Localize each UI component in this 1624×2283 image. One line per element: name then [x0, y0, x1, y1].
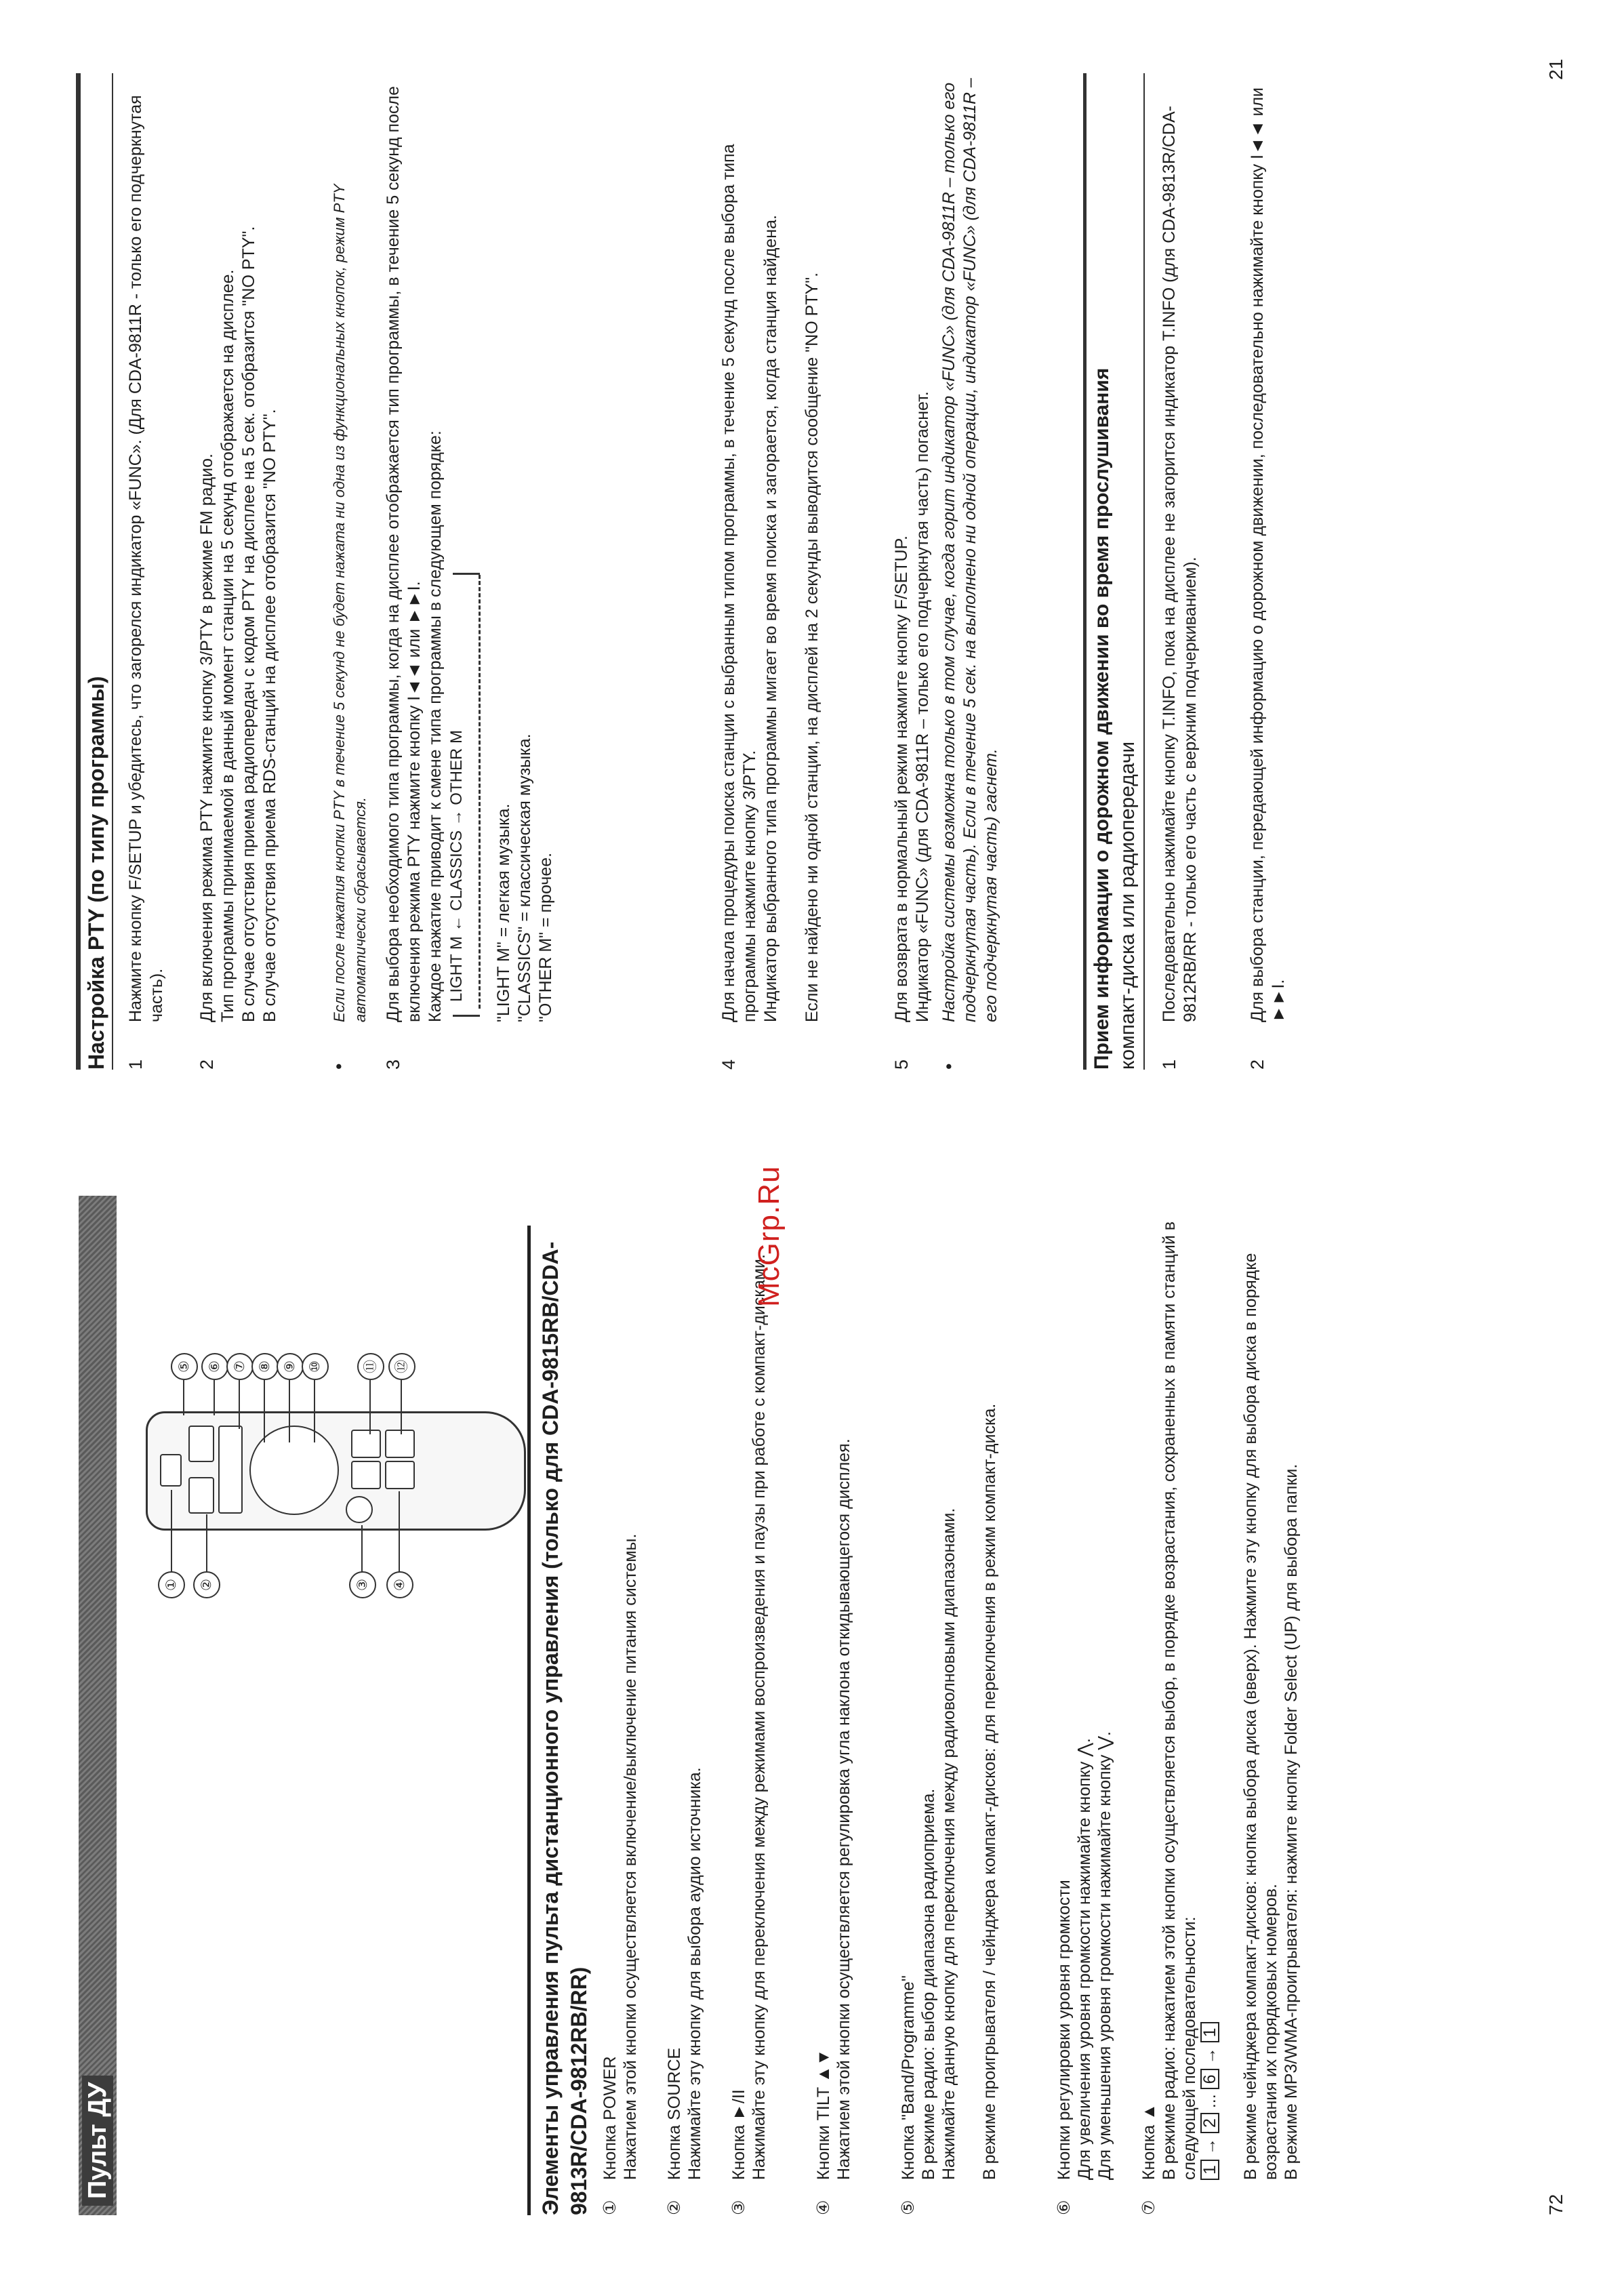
step-text: В случае отсутствия приема радиопередач с кодом PTY на дисплее на 5 сек. отобразится "NO PTY". [239, 226, 258, 1022]
callout-1: ① [158, 1571, 185, 1598]
item-title: Кнопка SOURCE [665, 2047, 684, 2180]
step-text: В случае отсутствия приема RDS-станций на дисплее отобразится "NO PTY". [260, 409, 279, 1022]
callout-2: ② [193, 1571, 220, 1598]
item-text: В режиме MP3/WMA-проигрывателя: нажмите кнопку Folder Select (UP) для выбора папки. [1282, 1463, 1301, 2180]
traffic-title-line: Прием информации о дорожном движении во время прослушивания [1091, 367, 1113, 1070]
step-text: Для выбора станции, передающей информацию о дорожном движении, последовательно нажимайте кнопку I◄◄ или ►►I. [1248, 87, 1288, 1022]
note-text: Настройка системы возможна только в том случае, когда горит индикатор «FUNC» (для CDA-9811R – только его подчеркнутая часть). Если в течение 5 сек. на выполнено ни одной операции, индикатор «FUNC» (для CDA-9811R – его подчеркнутая часть) гаснет. [939, 78, 1000, 1022]
item-title: Кнопка ►/II [729, 2089, 748, 2180]
pty-def: "CLASSICS" = классическая музыка. [515, 733, 534, 1022]
item-title: Кнопки регулировки уровня громкости [1055, 1880, 1074, 2180]
step-text: Если не найдено ни одной станции, на дисплей на 2 секунды выводится сообщение "NO PTY". [803, 272, 821, 1022]
item-text: Нажимайте эту кнопку для выбора аудио источника. [685, 1767, 704, 2180]
traffic-section-title [1083, 73, 1145, 1070]
callout-6: ⑥ [201, 1353, 228, 1380]
callout-7: ⑦ [226, 1353, 253, 1380]
pty-cycle-diagram [446, 66, 493, 1022]
cycle-text: LIGHT M ← CLASSICS → OTHER M [447, 730, 466, 1002]
item-title: Кнопки TILT ▲▼ [814, 2048, 833, 2180]
cycle-return-line [479, 575, 481, 1009]
step-number: 5 [891, 1059, 912, 1070]
item-title: Кнопка "Band/Programme" [899, 1975, 918, 2180]
section-title: Элементы управления пульта дистанционного управления (только для CDA-9815RB/CDA-9813R/CDA-9812RB/RR) [527, 1226, 593, 2215]
step-text: Каждое нажатие приводит к смене типа программы в следующем порядке: [426, 430, 445, 1022]
traffic-subtitle: компакт-диска или радиопередачи [1116, 741, 1139, 1070]
item-title: Кнопка ▲ [1139, 2103, 1158, 2180]
item-text: Нажимайте эту кнопку для переключения между режимами воспроизведения и паузы при работе с компакт-дисками. [750, 1254, 769, 2180]
step-text: Для включения режима PTY нажмите кнопку 3/PTY в режиме FM радио. [197, 453, 216, 1022]
step-text: Для выбора необходимого типа программы, когда на дисплее отображается тип программы, в течение 5 секунд после включения режима PTY нажмите кнопку I◄◄ или ►►I. [384, 86, 424, 1022]
preset-box: 6 [1200, 2069, 1219, 2089]
step-text: Тип программы принимаемой в данный момент станции на 5 секунд отображается на дисплее. [218, 269, 237, 1022]
item-number: ⑥ [1055, 2200, 1074, 2215]
callout-9: ⑨ [277, 1353, 304, 1380]
pty-def: "OTHER M" = прочее. [536, 852, 555, 1022]
banner-title: Пульт ДУ [82, 2076, 113, 2206]
bullet: • [329, 1063, 349, 1070]
item-text: Нажатием этой кнопки осуществляется включение/выключение питания системы. [621, 1533, 640, 2180]
cycle-line [453, 573, 480, 575]
item-text: Для уменьшения уровня громкости нажимайте кнопку ⋁. [1095, 1731, 1114, 2180]
step-number: 2 [1247, 1059, 1267, 1070]
item-text: В режиме проигрывателя / чейнджера компакт-дисков: для переключения в режим компакт-диска. [980, 1403, 999, 2180]
step-text: Для начала процедуры поиска станции с выбранным типом программы, в течение 5 секунд после выбора типа программы нажмите кнопку 3/PTY. [719, 144, 759, 1022]
item-text: Нажатием этой кнопки осуществляется регулировка угла наклона откидывающегося дисплея. [834, 1438, 853, 2180]
step-number: 4 [718, 1059, 739, 1070]
preset-box: 2 [1200, 2113, 1219, 2133]
step-number: 3 [383, 1059, 403, 1070]
preset-box: 1 [1200, 2022, 1219, 2042]
item-text: Для увеличения уровня громкости нажимайте кнопку ⋀. [1075, 1738, 1094, 2180]
item-text: В режиме радио: выбор диапазона радиоприема. [919, 1788, 938, 2180]
callout-5: ⑤ [171, 1353, 198, 1380]
page-number: 72 [1545, 2194, 1566, 2215]
preset-sequence: 1 → 2 ... 6 → 1 [1200, 1212, 1220, 2180]
step-text: Индикатор выбранного типа программы мигает во время поиска и загорается, когда станция найдена. [761, 215, 780, 1022]
cycle-line [453, 1015, 480, 1017]
item-number: ③ [729, 2200, 748, 2215]
page-number: 21 [1545, 58, 1566, 80]
callout-12: ⑫ [388, 1353, 415, 1380]
item-title: Кнопка POWER [601, 2056, 620, 2180]
pty-def: "LIGHT M" = легкая музыка. [494, 803, 513, 1022]
watermark: McGrp.Ru [752, 1165, 786, 1307]
item-number: ⑤ [899, 2200, 918, 2215]
step-text: Нажмите кнопку F/SETUP и убедитесь, что загорелся индикатор «FUNC». (Для CDA-9811R - только его подчеркнутая часть). [126, 95, 166, 1022]
step-text: Последовательно нажимайте кнопку T.INFO, пока на дисплее не загорится индикатор T.INFO (для CDA-9813R/CDA-9812RB/RR - только его часть с верхним подчеркиванием). [1160, 106, 1200, 1022]
item-number: ① [601, 2200, 620, 2215]
pty-section-title: Настройка PTY (по типу программы) [76, 73, 113, 1070]
preset-box: 1 [1200, 2160, 1219, 2180]
step-number: 1 [125, 1059, 146, 1070]
callout-3: ③ [349, 1571, 376, 1598]
step-number: 1 [1159, 1059, 1179, 1070]
item-number: ⑦ [1139, 2200, 1158, 2215]
item-text: Нажимайте данную кнопку для переключения между радиоволновыми диапазонами. [939, 1508, 958, 2180]
step-number: 2 [197, 1059, 217, 1070]
item-number: ② [665, 2200, 684, 2215]
item-number: ④ [814, 2200, 833, 2215]
step-text: Индикатор «FUNC» (для CDA-9811R – только его подчеркнутая часть) погаснет. [913, 391, 932, 1022]
callout-11: ⑪ [357, 1353, 384, 1380]
callout-4: ④ [386, 1571, 413, 1598]
item-text: В режиме чейнджера компакт-дисков: кнопка выбора диска (вверх). Нажмите эту кнопку для выбора диска в порядке возрастания их порядковых номеров. [1241, 1253, 1280, 2180]
note-text: Если после нажатия кнопки PTY в течение 5 секунд не будет нажата ни одна из функциональных кнопок, режим PTY автоматически сбрасывается. [331, 184, 369, 1022]
item-text: В режиме радио: нажатием этой кнопки осуществляется выбор, в порядке возрастания, сохраненных в памяти станций в следующей последовательности: [1160, 1221, 1199, 2180]
callout-8: ⑧ [251, 1353, 279, 1380]
bullet: • [939, 1063, 959, 1070]
callout-10: ⑩ [302, 1353, 329, 1380]
step-text: Для возврата в нормальный режим нажмите кнопку F/SETUP. [892, 536, 911, 1022]
